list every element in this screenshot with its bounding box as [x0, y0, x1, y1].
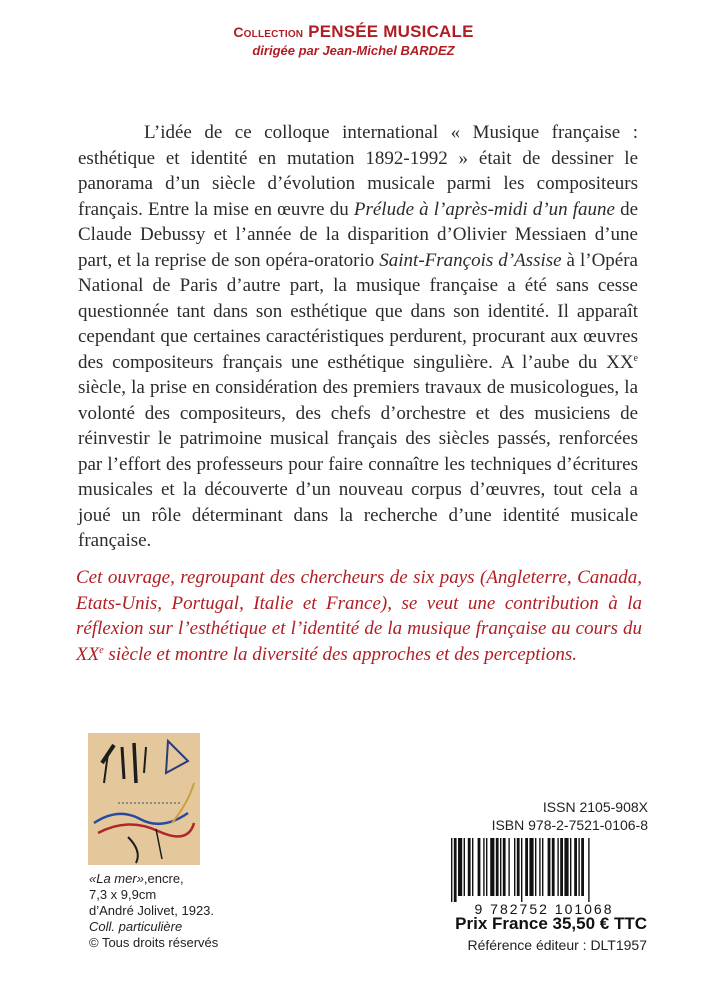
barcode-bar — [525, 838, 528, 896]
description-paragraph — [78, 120, 638, 554]
barcode-bar — [458, 838, 462, 896]
barcode-bar — [514, 838, 515, 896]
barcode-bar — [508, 838, 509, 896]
barcode-bar — [503, 838, 506, 896]
collection-title — [0, 22, 707, 42]
barcode-bar — [496, 838, 499, 896]
work-title-prelude: Prélude à l’après-midi d’un faune — [353, 198, 615, 220]
caption-rights: © Tous droits réservés — [89, 935, 219, 950]
barcode-bar — [478, 838, 481, 896]
barcode-number: 9 782752 101068 — [474, 901, 614, 917]
caption-artist: d’André Jolivet, 1923. — [89, 903, 215, 918]
back-cover-description — [78, 120, 638, 554]
barcode-bar — [517, 838, 520, 896]
collection-prefix: Collection — [233, 24, 304, 40]
publisher-reference: Référence éditeur : DLT1957 — [467, 937, 647, 953]
abstract-text-2: siècle et montre la diversité des approches et des perceptions. — [103, 643, 577, 665]
work-title-saint-francois: Saint-François d’Assise — [379, 249, 562, 271]
caption-title: «La mer» — [89, 871, 144, 886]
barcode-bar — [464, 838, 465, 896]
collection-director: dirigée par Jean-Michel BARDEZ — [252, 43, 455, 58]
barcode-bar — [500, 838, 501, 896]
barcode-bar — [574, 838, 577, 896]
barcode-bar — [521, 838, 522, 902]
barcode-bar — [570, 838, 571, 896]
barcode-bar — [588, 838, 589, 902]
artwork-la-mer — [88, 733, 200, 865]
barcode-bar — [535, 838, 536, 896]
barcode-bar — [486, 838, 487, 896]
barcode-bar — [552, 838, 555, 896]
barcode-bar — [451, 838, 452, 902]
book-abstract — [76, 565, 642, 667]
abstract-superscript: e — [99, 644, 104, 656]
barcode-bar — [529, 838, 533, 896]
barcode-bar — [468, 838, 471, 896]
barcode-bar — [564, 838, 568, 896]
caption-collection: Coll. particulière — [89, 919, 183, 934]
artwork-caption — [89, 871, 289, 951]
caption-line-1 — [89, 871, 289, 887]
barcode-bar — [539, 838, 540, 896]
publication-codes — [492, 798, 648, 834]
description-text-2: de Claude Debussy et l’année de la disparition d’Olivier Messiaen d’une part, et la reprise de son opéra-oratorio — [78, 198, 639, 271]
barcode-bar — [490, 838, 494, 896]
barcode-bar — [483, 838, 484, 896]
barcode-bar — [454, 838, 457, 902]
century-superscript: e — [633, 352, 638, 364]
barcode-bar — [557, 838, 558, 896]
price: Prix France 35,50 € TTC — [455, 914, 647, 933]
description-text-1: L’idée de ce colloque international « Musique française : esthétique et identité en mutation 1892-1992 » était de dessiner le panorama d’un siècle d’évolution musicale parmi les compositeurs français. Entre la mise en œuvre du — [78, 122, 638, 220]
barcode — [437, 838, 651, 906]
abstract-ink-drawing-icon — [88, 733, 200, 865]
caption-medium: ,encre, — [143, 871, 184, 886]
barcode-bar — [581, 838, 584, 896]
barcode-bar — [542, 838, 543, 896]
caption-dimensions: 7,3 x 9,9cm — [89, 887, 157, 902]
barcode-bar — [560, 838, 563, 896]
issn: ISSN 2105-908X — [542, 799, 648, 815]
collection-name: PENSÉE MUSICALE — [308, 22, 474, 41]
barcode-bar — [548, 838, 551, 896]
description-text-4: siècle, la prise en considération des premiers travaux de musicologues, la volonté des compositeurs, des chefs d’orchestre et des musiciens de réinvestir le patrimoine musical français des siècles passés, renforcées par l’effort des professeurs pour faire connaître les techniques d’écritures musicales et la découverte d’un nouveau corpus d’œuvres, tout cela a joué un rôle déterminant dans la recherche d’une identité musicale française. — [78, 377, 638, 551]
barcode-bar — [472, 838, 473, 896]
abstract-text-1: Cet ouvrage, regroupant des chercheurs de six pays (Angleterre, Canada, Etats-Unis, Portugal, Italie et France), se veut une contribution à la réflexion sur l’esthétique et l’identité de la musique française au cours du XX — [76, 567, 642, 665]
isbn: ISBN 978-2-7521-0106-8 — [491, 817, 648, 833]
description-text-3: à l’Opéra National de Paris d’autre part, la musique française a été sans cesse questionnée tant dans son esthétique que dans son identité. Il apparaît cependant que certaines caractéristiques perdurent, procurant aux œuvres des compositeurs français une esthétique singulière. A l’aube du XX — [78, 249, 638, 373]
barcode-bar — [578, 838, 579, 896]
collection-header — [0, 22, 707, 58]
barcode-bars — [437, 838, 651, 902]
